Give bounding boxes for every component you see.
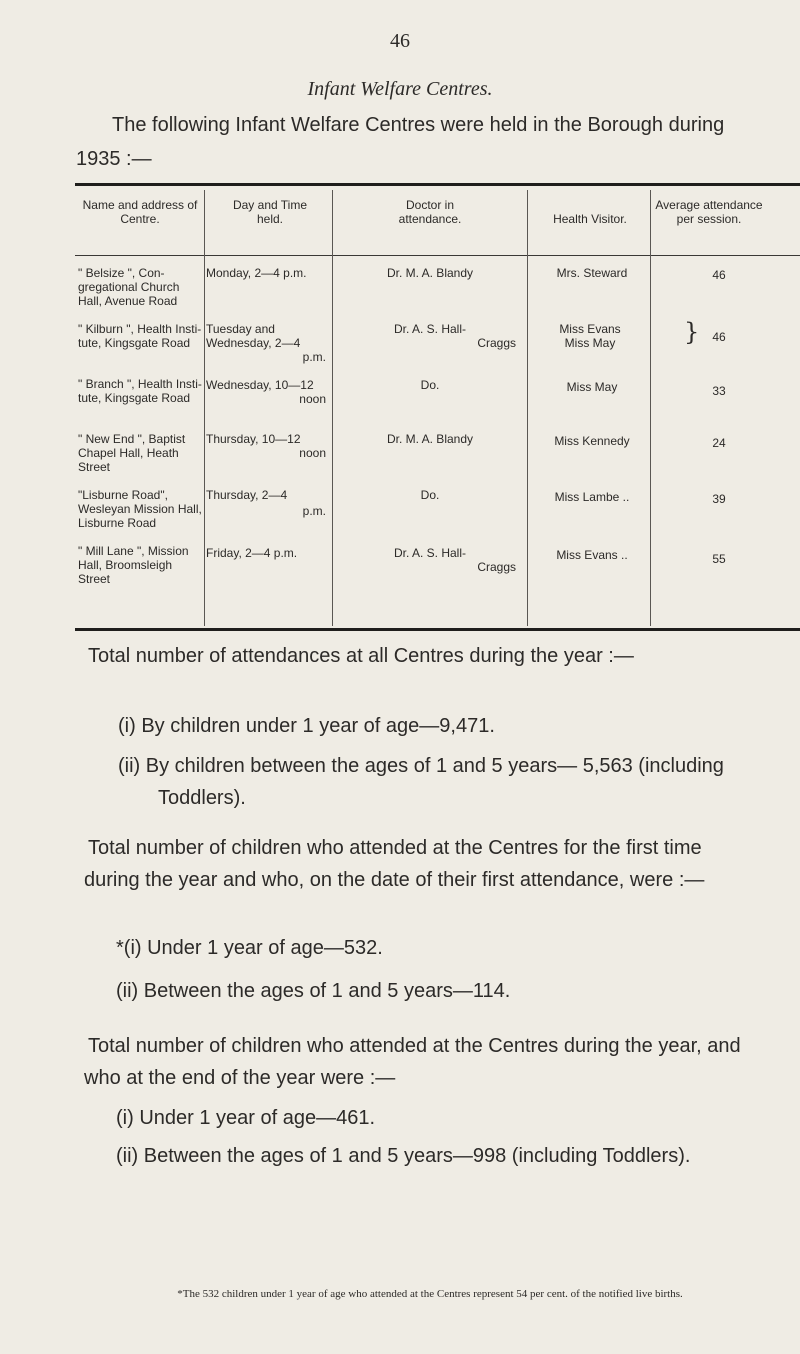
footnote: *The 532 children under 1 year of age who attended at the Centres represent 54 per cent. of the notified live births. bbox=[177, 1288, 683, 1300]
end-of-year-intro: Total number of children who attended at the Centres during the year, and who at the end of the year were :— bbox=[84, 1035, 741, 1089]
column-divider bbox=[650, 190, 651, 626]
cell-centre: " New End ", Baptist Chapel Hall, Heath Street bbox=[78, 432, 186, 474]
header-doctor: Doctor in attendance. bbox=[398, 198, 462, 226]
cell-visitor: Miss Lambe .. bbox=[554, 490, 630, 504]
cell-centre: " Branch ", Health Insti- tute, Kingsgate Road bbox=[78, 377, 202, 405]
column-divider bbox=[527, 190, 528, 626]
table-top-rule bbox=[75, 183, 800, 186]
column-divider bbox=[204, 190, 205, 626]
cell-doctor: Do. bbox=[420, 488, 440, 502]
cell-day: Thursday, 10—12 bbox=[206, 432, 301, 446]
cell-day-continued: p.m. bbox=[302, 350, 326, 364]
cell-attendance: 39 bbox=[712, 492, 726, 506]
cell-visitor: Miss Evans .. bbox=[556, 548, 628, 562]
cell-centre: " Mill Lane ", Mission Hall, Broomsleigh Street bbox=[78, 544, 189, 586]
cell-centre: " Kilburn ", Health Insti- tute, Kingsgate Road bbox=[78, 322, 202, 350]
cell-day-continued: noon bbox=[299, 392, 326, 406]
end-of-year-under-1: (i) Under 1 year of age—461. bbox=[116, 1107, 376, 1129]
cell-day-continued: p.m. bbox=[302, 504, 326, 518]
end-of-year-1-to-5: (ii) Between the ages of 1 and 5 years—998 (including Toddlers). bbox=[116, 1145, 691, 1167]
cell-attendance: 55 bbox=[712, 552, 726, 566]
cell-visitor: Mrs. Steward bbox=[556, 266, 628, 280]
column-divider bbox=[332, 190, 333, 626]
cell-day: Friday, 2—4 p.m. bbox=[206, 546, 298, 560]
cell-day: Thursday, 2—4 bbox=[206, 488, 288, 502]
cell-centre: " Belsize ", Con- gregational Church Hall, Avenue Road bbox=[78, 266, 180, 308]
cell-doctor: Do. bbox=[420, 378, 440, 392]
cell-visitor: Miss Evans Miss May bbox=[559, 322, 621, 350]
cell-doctor: Dr. A. S. Hall- bbox=[393, 546, 467, 560]
cell-attendance: 24 bbox=[712, 436, 726, 450]
intro-paragraph: The following Infant Welfare Centres were held in the Borough during 1935 :— bbox=[76, 114, 725, 170]
attendances-under-1: (i) By children under 1 year of age—9,471. bbox=[118, 715, 495, 737]
cell-doctor: Dr. M. A. Blandy bbox=[386, 266, 474, 280]
brace-icon: } bbox=[684, 318, 700, 346]
page-number: 46 bbox=[390, 30, 410, 52]
table-bottom-rule bbox=[75, 628, 800, 631]
page-heading: Infant Welfare Centres. bbox=[307, 78, 493, 100]
cell-attendance: 46 bbox=[712, 268, 726, 282]
first-attendance-under-1: *(i) Under 1 year of age—532. bbox=[116, 937, 383, 959]
cell-day: Monday, 2—4 p.m. bbox=[206, 266, 307, 280]
cell-day-continued: noon bbox=[299, 446, 326, 460]
cell-attendance: 33 bbox=[712, 384, 726, 398]
header-visitor: Health Visitor. bbox=[553, 212, 627, 226]
cell-doctor: Dr. M. A. Blandy bbox=[386, 432, 474, 446]
cell-doctor: Dr. A. S. Hall- bbox=[393, 322, 467, 336]
header-day: Day and Time held. bbox=[232, 198, 308, 226]
attendances-1-to-5: (ii) By children between the ages of 1 and 5 years— 5,563 (including Toddlers). bbox=[118, 755, 724, 809]
first-attendance-1-to-5: (ii) Between the ages of 1 and 5 years—114. bbox=[116, 980, 511, 1002]
header-name: Name and address of Centre. bbox=[82, 198, 198, 226]
cell-day: Wednesday, 10—12 bbox=[206, 378, 314, 392]
cell-centre: "Lisburne Road", Wesleyan Mission Hall, Lisburne Road bbox=[78, 488, 202, 530]
header-attendance: Average attendance per session. bbox=[655, 198, 763, 226]
attendances-intro: Total number of attendances at all Centres during the year :— bbox=[88, 645, 634, 667]
first-attendance-intro: Total number of children who attended at the Centres for the first time during the year and who, on the date of their first attendance, were :— bbox=[84, 837, 705, 891]
cell-attendance: 46 bbox=[712, 330, 726, 344]
cell-visitor: Miss May bbox=[566, 380, 618, 394]
cell-doctor-continued: Craggs bbox=[477, 336, 516, 350]
cell-doctor-continued: Craggs bbox=[477, 560, 516, 574]
cell-day: Tuesday and Wednesday, 2—4 bbox=[206, 322, 301, 350]
cell-visitor: Miss Kennedy bbox=[554, 434, 630, 448]
table-header-rule bbox=[75, 255, 800, 256]
